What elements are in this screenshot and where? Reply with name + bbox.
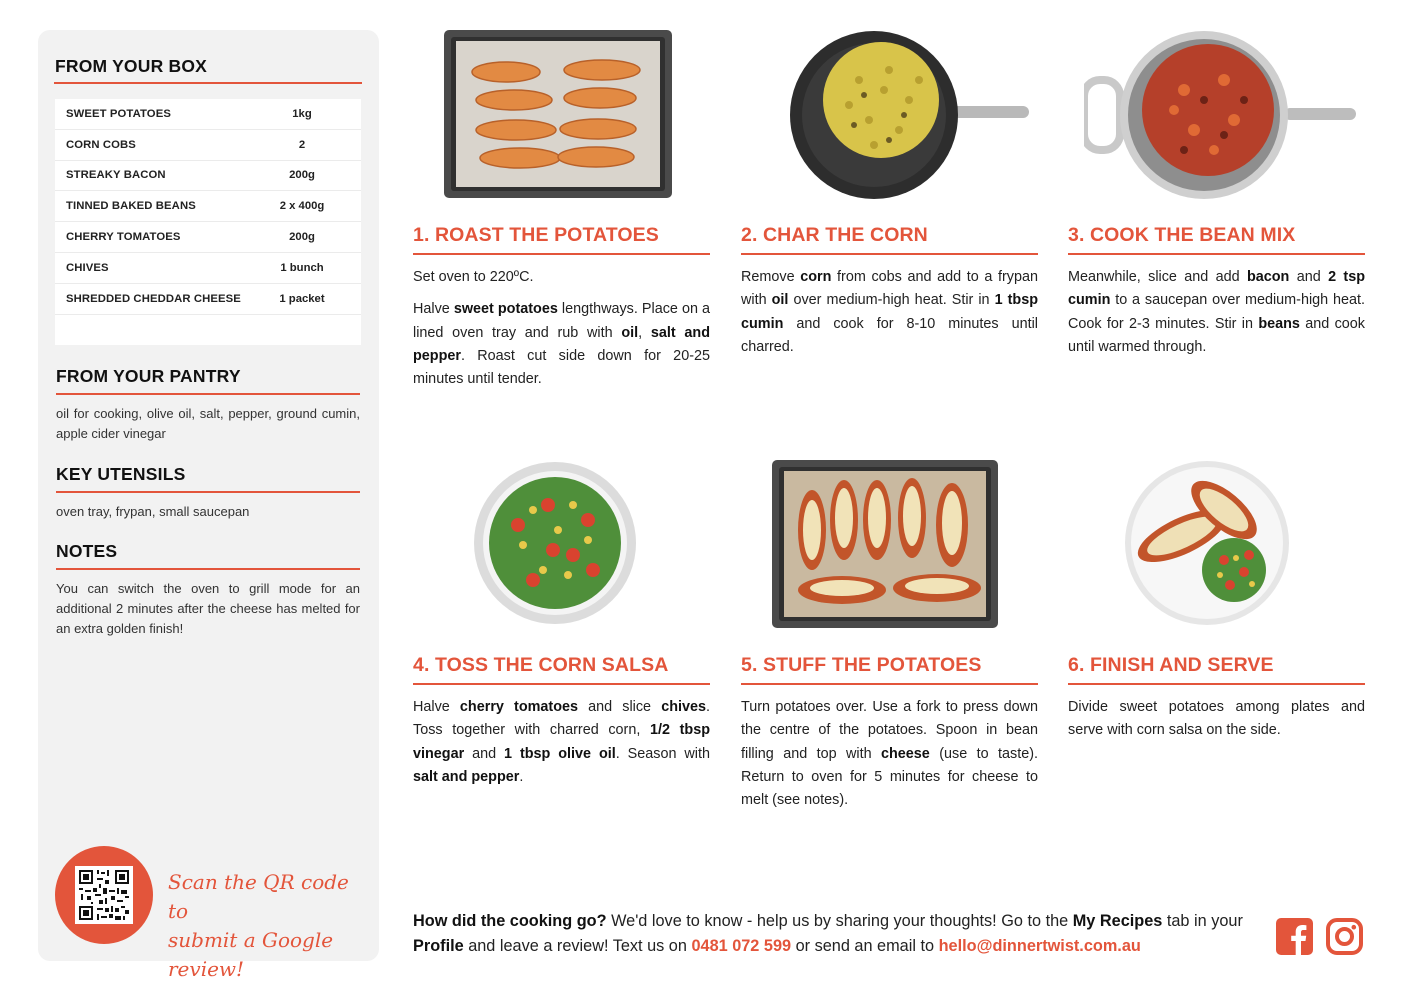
utensils-divider bbox=[56, 491, 360, 493]
text: and slice bbox=[578, 699, 662, 715]
ingredient-bold: oil bbox=[621, 324, 639, 341]
ingredient-name: SHREDDED CHEDDAR CHEESE bbox=[66, 292, 241, 305]
text: Remove bbox=[741, 269, 801, 285]
instagram-icon[interactable] bbox=[1326, 918, 1363, 955]
ingredient-name: TINNED BAKED BEANS bbox=[66, 200, 196, 213]
notes-text: You can switch the oven to grill mode for an additional 2 minutes after the cheese has melted for an extra golden finish! bbox=[56, 581, 360, 636]
notes-title: NOTES bbox=[56, 541, 118, 561]
ingredient-row-empty bbox=[55, 315, 361, 346]
step-paragraph bbox=[413, 696, 710, 789]
phone-link[interactable]: 0481 072 599 bbox=[691, 937, 792, 955]
text: . Season with bbox=[615, 745, 710, 762]
step-title: 1. ROAST THE POTATOES bbox=[413, 224, 659, 246]
footer-text: We'd love to know - help us by sharing your thoughts! Go to the bbox=[606, 912, 1073, 930]
ingredient-qty: 200g bbox=[289, 169, 315, 182]
ingredient-row bbox=[55, 284, 361, 315]
ingredient-bold: bacon bbox=[1246, 269, 1290, 285]
text: (use to taste). Return to oven for 5 minutes for cheese to melt (see notes). bbox=[741, 745, 1038, 809]
sweet-potatoes-on-tray-photo bbox=[444, 30, 672, 205]
footer-text: and leave a review! Text us on bbox=[463, 937, 692, 955]
pantry-section bbox=[56, 366, 360, 444]
step-title: 3. COOK THE BEAN MIX bbox=[1068, 224, 1296, 246]
step-paragraph bbox=[1068, 266, 1365, 359]
from-your-box-title: FROM YOUR BOX bbox=[55, 56, 208, 76]
step-text bbox=[1068, 266, 1365, 368]
qr-code-badge[interactable] bbox=[55, 846, 153, 944]
notes-divider bbox=[56, 568, 360, 570]
text: and cook for 8-10 minutes until charred. bbox=[741, 315, 1038, 355]
ingredient-bold: salt and pepper bbox=[413, 324, 710, 364]
step-text bbox=[1068, 696, 1365, 752]
sidebar bbox=[38, 30, 379, 981]
utensils-text: oven tray, frypan, small saucepan bbox=[56, 504, 250, 519]
my-recipes-label: My Recipes bbox=[1072, 912, 1163, 930]
ingredient-bold: 1/2 tbsp vinegar bbox=[413, 722, 710, 762]
step-title: 4. TOSS THE CORN SALSA bbox=[413, 654, 669, 676]
step-paragraph: Set oven to 220ºC. bbox=[413, 269, 534, 285]
ingredient-bold: 2 tsp cumin bbox=[1068, 269, 1365, 309]
bean-mix-in-saucepan-photo bbox=[1084, 30, 1356, 205]
ingredient-bold: sweet potatoes bbox=[453, 301, 558, 318]
ingredient-bold: beans bbox=[1258, 315, 1300, 332]
from-your-box-divider bbox=[54, 82, 362, 84]
qr-caption-line: Scan the QR code to bbox=[168, 870, 349, 923]
ingredient-name: CORN COBS bbox=[66, 138, 136, 151]
step-title: 6. FINISH AND SERVE bbox=[1068, 654, 1274, 676]
ingredient-name: STREAKY BACON bbox=[66, 169, 166, 182]
text: lengthways. Place on a lined oven tray and rub with bbox=[413, 301, 710, 341]
utensils-section bbox=[56, 464, 360, 522]
ingredient-bold: 1 tbsp cumin bbox=[741, 292, 1038, 332]
pantry-title: FROM YOUR PANTRY bbox=[56, 366, 241, 386]
text: . Roast cut side down for 20-25 minutes until tender. bbox=[413, 347, 710, 388]
text: Halve bbox=[413, 699, 460, 715]
stuffed-potatoes-on-tray-photo bbox=[772, 460, 998, 633]
ingredient-bold: chives bbox=[661, 699, 706, 715]
step-paragraph bbox=[413, 298, 710, 391]
ingredient-row bbox=[55, 130, 361, 161]
ingredient-row bbox=[55, 99, 361, 130]
ingredient-qty: 1 packet bbox=[279, 292, 325, 305]
ingredient-name: CHERRY TOMATOES bbox=[66, 231, 181, 244]
ingredient-bold: salt and pepper bbox=[413, 768, 520, 785]
ingredients-table bbox=[55, 99, 361, 345]
step-divider bbox=[413, 253, 710, 255]
ingredient-row bbox=[55, 191, 361, 222]
ingredient-name: CHIVES bbox=[66, 261, 109, 274]
text: and bbox=[1289, 269, 1329, 285]
review-footer bbox=[413, 909, 1258, 959]
text: over medium-high heat. Stir in bbox=[788, 292, 995, 309]
ingredient-bold: cherry tomatoes bbox=[459, 699, 579, 715]
step-paragraph bbox=[741, 696, 1038, 812]
step-title: 5. STUFF THE POTATOES bbox=[741, 654, 982, 676]
notes-section bbox=[56, 541, 360, 639]
text: Turn potatoes over. Use a fork to press down the centre of the potatoes. Spoon in bean filling and top with bbox=[741, 699, 1038, 762]
ingredient-qty: 1 bunch bbox=[280, 261, 324, 274]
ingredient-qty: 2 bbox=[298, 138, 306, 151]
plated-dish-photo bbox=[1124, 460, 1290, 631]
text: to a saucepan over medium-high heat. Cook for 2-3 minutes. Stir in bbox=[1068, 292, 1365, 332]
step-title: 2. CHAR THE CORN bbox=[741, 224, 928, 246]
step-text bbox=[741, 696, 1038, 821]
step-divider bbox=[741, 253, 1038, 255]
ingredient-bold: corn bbox=[800, 269, 832, 285]
corn-in-frypan-photo bbox=[789, 30, 1031, 205]
facebook-icon[interactable] bbox=[1276, 918, 1313, 955]
step-paragraph bbox=[741, 266, 1038, 359]
footer-text: or send an email to bbox=[791, 937, 939, 955]
ingredient-qty: 2 x 400g bbox=[279, 200, 325, 213]
text: and cook until warmed through. bbox=[1068, 315, 1366, 355]
step-text bbox=[413, 696, 710, 798]
text: Meanwhile, slice and add bbox=[1068, 269, 1247, 285]
text: and bbox=[464, 745, 505, 762]
email-link[interactable]: hello@dinnertwist.com.au bbox=[938, 937, 1141, 955]
footer-text: tab in your bbox=[1162, 912, 1243, 930]
text: . bbox=[519, 768, 524, 785]
qr-code-icon bbox=[75, 866, 133, 924]
step-paragraph: Divide sweet potatoes among plates and serve with corn salsa on the side. bbox=[1068, 699, 1365, 739]
pantry-divider bbox=[56, 393, 360, 395]
utensils-title: KEY UTENSILS bbox=[56, 464, 186, 484]
ingredient-row bbox=[55, 161, 361, 192]
footer-question: How did the cooking go? bbox=[413, 912, 607, 930]
ingredient-bold: cheese bbox=[881, 745, 930, 762]
step-text bbox=[741, 266, 1038, 368]
text: , bbox=[638, 324, 651, 341]
step-divider bbox=[1068, 683, 1365, 685]
ingredient-name: SWEET POTATOES bbox=[66, 107, 171, 120]
pantry-text: oil for cooking, olive oil, salt, pepper, ground cumin, apple cider vinegar bbox=[56, 406, 360, 441]
ingredient-qty: 1kg bbox=[292, 107, 312, 120]
ingredient-bold: oil bbox=[771, 292, 789, 309]
step-text bbox=[413, 266, 710, 400]
step-divider bbox=[741, 683, 1038, 685]
text: from cobs and add to a frypan with bbox=[741, 269, 1038, 309]
step-divider bbox=[1068, 253, 1365, 255]
ingredient-bold: 1 tbsp olive oil bbox=[504, 745, 616, 762]
ingredient-row bbox=[55, 222, 361, 253]
qr-caption-line: submit a Google review! bbox=[168, 928, 334, 981]
step-divider bbox=[413, 683, 710, 685]
profile-label: Profile bbox=[413, 937, 464, 955]
ingredient-qty: 200g bbox=[289, 231, 315, 244]
text: . Toss together with charred corn, bbox=[413, 699, 710, 739]
corn-salsa-bowl-photo bbox=[473, 460, 637, 631]
qr-caption bbox=[168, 868, 368, 984]
text: Halve bbox=[413, 301, 454, 318]
ingredient-row bbox=[55, 253, 361, 284]
